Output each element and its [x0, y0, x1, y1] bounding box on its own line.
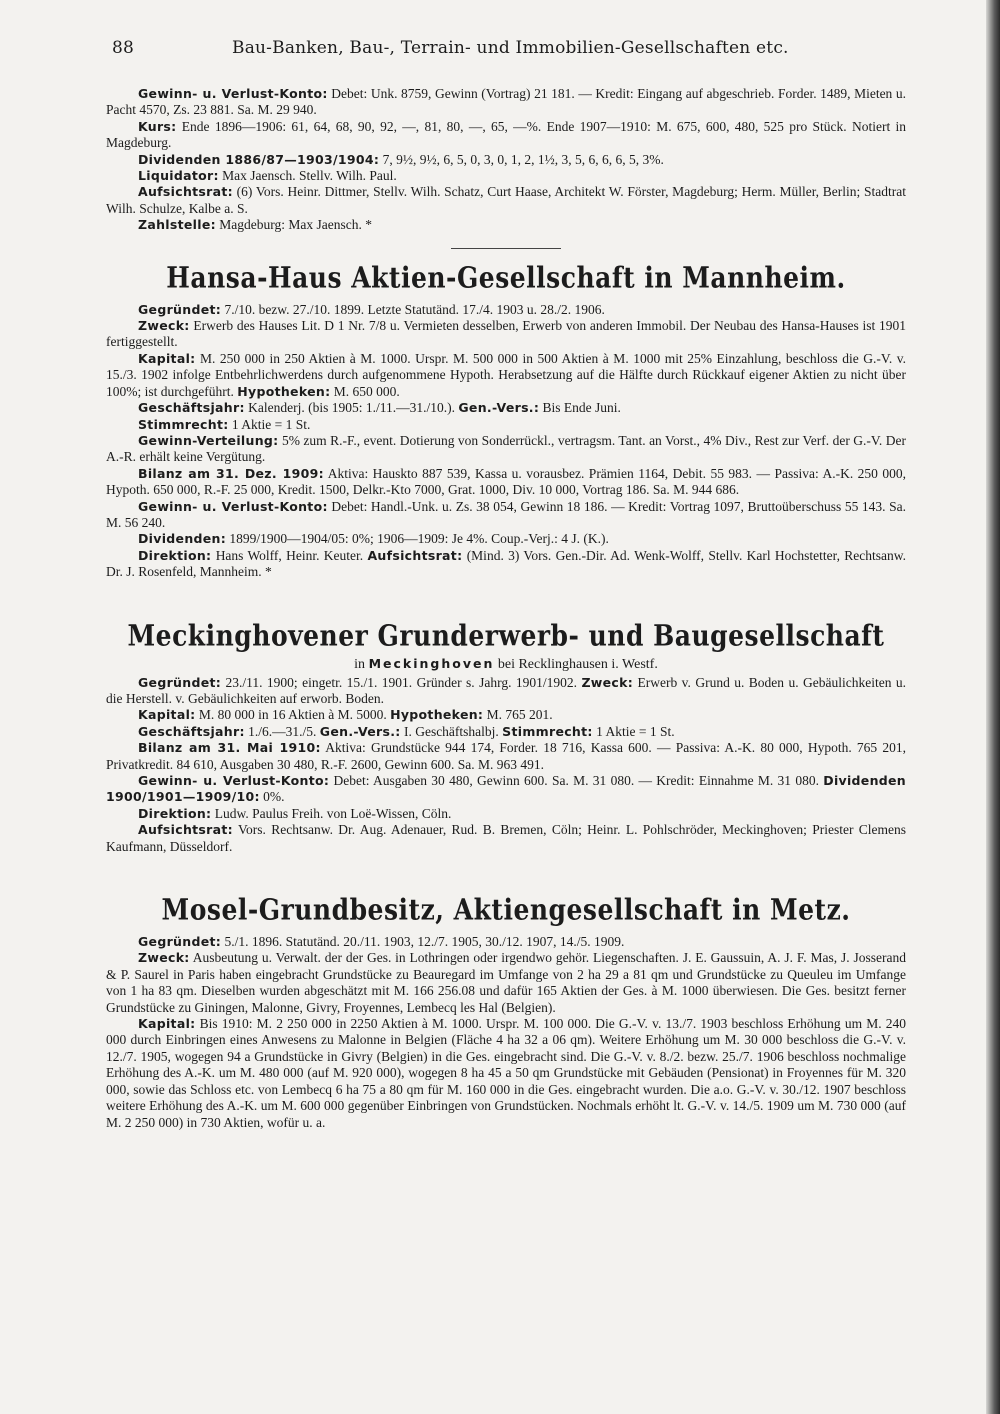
field-label: Direktion:: [138, 547, 212, 563]
paragraph: [106, 119, 906, 152]
field-text: Debet: Unk. 8759, Gewinn (Vortrag) 21 181. — Kredit: Eingang auf abgeschrieb. Forder. 1489, Mieten u. Pacht 4570, Zs. 23 881. Sa. M. 29 940.: [106, 86, 907, 118]
paragraph: [106, 950, 906, 1016]
section-divider: [451, 248, 561, 249]
paragraph: [106, 548, 906, 581]
entry-title: Meckinghovener Grunderwerb- und Baugesellschaft: [127, 618, 885, 652]
paragraph: [106, 466, 906, 499]
field-label: Dividenden 1900/1901—1909/10:: [106, 773, 907, 805]
paragraph: [106, 86, 906, 119]
field-label: Kapital:: [138, 1016, 196, 1032]
field-text: Debet: Ausgaben 30 480, Gewinn 600. Sa. M. 31 080. — Kredit: Einnahme M. 31 080.: [333, 773, 819, 788]
field-label: Zweck:: [138, 950, 190, 966]
entry-subtitle: [106, 656, 906, 673]
field-text: 1899/1900—1904/05: 0%; 1906—1909: Je 4%. Coup.-Verj.: 4 J. (K.).: [229, 531, 609, 547]
field-label: Gewinn-Verteilung:: [138, 432, 279, 448]
field-text: Bis 1910: M. 2 250 000 in 2250 Aktien à M. 1000. Urspr. M. 100 000. Die G.-V. v. 13./7. 1903 beschloss Erhöhung um M. 240 000 durch Einbringen eines Anwesens zu Malonne in Belgien (Fläche 4 ha 32 a 06 qm). Weitere Erhöhung um M. 30 000 beschloss die G.-V. v. 12./7. 1905, wogegen 94 a Grundstücke in Givry (Belgien) in die Ges. eingebracht sind. Die G.-V. v. 8./2. bezw. 25./7. 1906 beschloss nochmalige Erhöhung des A.-K. um M. 480 000 (auf M. 920 000), wogegen 8 ha 45 a 50 qm Grundstücke mit Gebäuden (Pensionat) in Froyennes für M. 320 000, sowie das Schloss etc. von Lembecq 6 ha 75 a 80 qm für M. 160 000 in die Ges. eingebracht wurden. Die a.o. G.-V. v. 30./12. 1907 beschloss weitere Erhöhung des A.-K. um M. 600 000 gegenüber Einbringen von Grundstücken. Nochmals erhöht lt. G.-V. v. 14./5. 1909 um M. 730 000 (auf M. 2 250 000) in 730 Aktien, wofür u. a.: [106, 1016, 907, 1130]
paragraph: [106, 707, 906, 723]
subtitle-prefix: in: [354, 656, 366, 672]
paragraph: [106, 168, 906, 184]
field-text: 1 Aktie = 1 St.: [596, 723, 675, 739]
entry-mosel-grundbesitz: [106, 892, 907, 1131]
field-label: Gewinn- u. Verlust-Konto:: [138, 498, 328, 514]
field-text: M. 650 000.: [333, 383, 400, 399]
field-label: Kapital:: [138, 707, 196, 723]
field-label: Gen.-Vers.:: [319, 723, 401, 739]
field-label: Zweck:: [581, 674, 634, 690]
field-label: Liquidator:: [138, 168, 219, 184]
paragraph: [106, 400, 906, 416]
field-label: Aufsichtsrat:: [367, 547, 463, 563]
field-label: Bilanz am 31. Mai 1910:: [138, 740, 321, 756]
paragraph: [106, 499, 906, 532]
field-text: Aktiva: Hauskto 887 539, Kassa u. vorausbez. Prämien 1164, Debit. 55 983. — Passiva: A.-K. 250 000, Hypoth. 650 000, R.-F. 25 000, Kredit. 1500, Delkr.-Kto 7000, Grat. 1000, Div. 10 000, Vortrag 186. Sa. M. 944 686.: [106, 465, 907, 498]
entry-meckinghovener: [106, 618, 907, 855]
field-text: Aktiva: Grundstücke 944 174, Forder. 18 716, Kassa 600. — Passiva: A.-K. 80 000, Hypoth. 765 201, Privatkredit. 84 610, Ausgaben 30 480, R.-F. 2600, Gewinn 600. Sa. M. 963 491.: [106, 740, 906, 772]
paragraph: [106, 724, 906, 740]
field-text: 7./10. bezw. 27./10. 1899. Letzte Statutänd. 17./4. 1903 u. 28./2. 1906.: [224, 301, 605, 317]
field-text: 5./1. 1896. Statutänd. 20./11. 1903, 12./7. 1905, 30./12. 1907, 14./5. 1909.: [224, 934, 625, 950]
page-content: [106, 86, 906, 1131]
field-text: Erwerb v. Grund u. Boden u. Gebäulichkeiten u. die Herstell. v. Gebäulichkeiten auf erworb. Boden.: [106, 674, 907, 706]
field-text: 23./11. 1900; eingetr. 15./1. 1901. Gründer s. Jahrg. 1901/1902.: [225, 674, 577, 690]
field-label: Hypotheken:: [237, 383, 331, 399]
paragraph: [106, 217, 906, 233]
field-text: (Mind. 3) Vors. Gen.-Dir. Ad. Wenk-Wolff, Stellv. Karl Hochstetter, Rechtsanw. Dr. J. Rosenfeld, Mannheim. *: [106, 547, 907, 580]
field-text: Ausbeutung u. Verwalt. der der Ges. in Lothringen oder irgendwo gehör. Liegenschaften. J. E. Gaussuin, A. J. F. Mas, J. Josserand & P. Saurel in Paris haben eingebracht Grundstücke zu Beauregard im Umfange von 2 ha 29 a 81 qm und Grundstücke zu Queuleu im Umfange von 1 ha 83 qm. Dieselben wurden abgeschätzt mit M. 166 256.08 und dafür 165 Aktien der Ges. à M. 1000 überwiesen. Die Ges. besitzt ferner Grundstücke zu Giningen, Malonne, Givry, Froyennes, Lembecq les Hal (Belgien).: [106, 950, 906, 1015]
field-text: 1 Aktie = 1 St.: [231, 416, 311, 432]
paragraph: [106, 531, 906, 547]
field-text: M. 250 000 in 250 Aktien à M. 1000. Urspr. M. 500 000 in 500 Aktien à M. 1000 mit 25% Einzahlung, beschloss die G.-V. v. 15./3. 1902 infolge Entbehrlichwerdens durch aufgenommene Hypoth. Herabsetzung auf die Hälfte durch Rückkauf eigener Aktien zu nicht über 100%; ist durchgeführt.: [106, 350, 907, 399]
paragraph: [106, 152, 906, 168]
scan-binding-edge: [986, 0, 1000, 1414]
field-label: Kapital:: [138, 350, 196, 366]
field-text: Kalenderj. (bis 1905: 1./11.—31./10.).: [248, 400, 455, 416]
entry-magdeburg-continued: [106, 86, 906, 234]
field-label: Stimmrecht:: [138, 416, 229, 432]
field-text: Max Jaensch. Stellv. Wilh. Paul.: [222, 168, 397, 184]
subtitle-suffix: bei Recklinghausen i. Westf.: [497, 656, 658, 672]
field-text: (6) Vors. Heinr. Dittmer, Stellv. Wilh. Schatz, Curt Haase, Architekt W. Förster, Magdeburg; Herm. Müller, Berlin; Stadtrat Wilh. Schulze, Kalbe a. S.: [106, 184, 906, 216]
field-label: Dividenden 1886/87—1903/1904:: [138, 151, 380, 167]
field-text: M. 80 000 in 16 Aktien à M. 5000.: [198, 707, 387, 723]
field-text: Debet: Handl.-Unk. u. Zs. 38 054, Gewinn 18 186. — Kredit: Vortrag 1097, Bruttoüberschuss 55 143. Sa. M. 56 240.: [106, 498, 907, 530]
field-text: 0%.: [263, 789, 285, 805]
field-text: Bis Ende Juni.: [542, 400, 621, 416]
paragraph: [106, 740, 906, 773]
field-label: Aufsichtsrat:: [138, 822, 233, 838]
field-label: Dividenden:: [138, 531, 227, 547]
subtitle-place: Meckinghoven: [368, 655, 495, 671]
field-label: Stimmrecht:: [502, 723, 593, 739]
field-label: Geschäftsjahr:: [138, 400, 245, 416]
field-text: Ludw. Paulus Freih. von Loë-Wissen, Cöln.: [214, 805, 452, 821]
field-text: 5% zum R.-F., event. Dotierung von Sonderrückl., vertragsm. Tant. an Vorst., 4% Div., Rest zur Verf. der G.-V. Der A.-R. erhält keine Vergütung.: [106, 432, 907, 465]
field-label: Aufsichtsrat:: [138, 184, 233, 200]
field-label: Gen.-Vers.:: [458, 400, 540, 416]
spacer: [106, 855, 906, 881]
entry-hansa-haus: [106, 260, 907, 581]
field-label: Kurs:: [138, 118, 177, 134]
field-text: Erwerb des Hauses Lit. D 1 Nr. 7/8 u. Vermieten desselben, Erwerb von anderen Immobil. Der Neubau des Hansa-Hauses ist 1901 fertiggestellt.: [106, 318, 907, 350]
field-text: 1./6.—31./5.: [248, 723, 317, 739]
field-text: 7, 9½, 9½, 6, 5, 0, 3, 0, 1, 2, 1½, 3, 5, 6, 6, 6, 5, 3%.: [382, 151, 664, 167]
field-text: M. 765 201.: [486, 707, 553, 723]
field-label: Gewinn- u. Verlust-Konto:: [138, 86, 328, 101]
paragraph: [106, 417, 906, 433]
field-label: Geschäftsjahr:: [138, 723, 245, 739]
entry-title: Mosel-Grundbesitz, Aktiengesellschaft in Metz.: [161, 892, 851, 927]
paragraph: [106, 351, 906, 400]
field-label: Gewinn- u. Verlust-Konto:: [138, 773, 330, 788]
field-label: Zweck:: [138, 318, 190, 334]
paragraph: [106, 675, 906, 708]
running-title: Bau-Banken, Bau-, Terrain- und Immobilien-Gesellschaften etc.: [232, 38, 789, 58]
paragraph: [106, 433, 906, 466]
running-header: [112, 38, 812, 58]
paragraph: [106, 822, 906, 855]
field-label: Gegründet:: [138, 674, 222, 690]
spacer: [106, 581, 906, 607]
field-label: Direktion:: [138, 805, 212, 821]
paragraph: [106, 934, 906, 950]
field-text: Ende 1896—1906: 61, 64, 68, 90, 92, —, 81, 80, —, 65, —%. Ende 1907—1910: M. 675, 600, 480, 525 pro Stück. Notiert in Magdeburg.: [106, 118, 907, 151]
field-label: Hypotheken:: [390, 707, 484, 723]
field-text: I. Geschäftshalbj.: [403, 723, 499, 739]
field-label: Zahlstelle:: [138, 217, 216, 233]
paragraph: [106, 302, 906, 318]
field-text: Magdeburg: Max Jaensch. *: [219, 217, 373, 233]
paragraph: [106, 184, 906, 217]
paragraph: [106, 806, 906, 822]
field-label: Gegründet:: [138, 301, 222, 317]
field-label: Bilanz am 31. Dez. 1909:: [138, 465, 324, 481]
entry-title: Hansa-Haus Aktien-Gesellschaft in Mannheim.: [166, 260, 846, 294]
paragraph: [106, 773, 906, 806]
field-text: Vors. Rechtsanw. Dr. Aug. Adenauer, Rud. B. Bremen, Cöln; Heinr. L. Pohlschröder, Meckinghoven; Priester Clemens Kaufmann, Düsseldorf.: [106, 822, 906, 854]
field-text: Hans Wolff, Heinr. Keuter.: [215, 547, 364, 563]
paragraph: [106, 1016, 906, 1131]
field-label: Gegründet:: [138, 934, 222, 950]
page-number: 88: [112, 38, 135, 58]
paragraph: [106, 318, 906, 351]
